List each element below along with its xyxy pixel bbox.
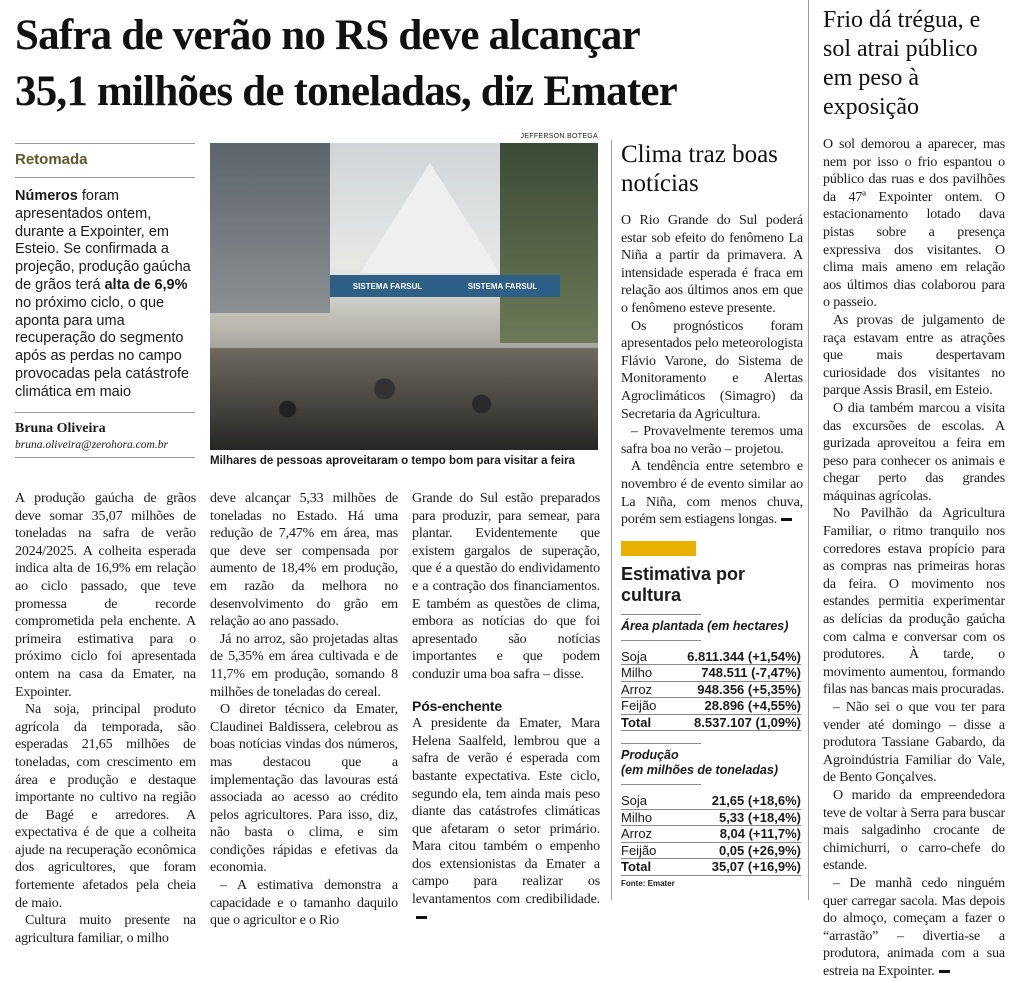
table-row	[621, 665, 801, 682]
paragraph: A produção gaúcha de grãos deve somar 35,07 milhões de toneladas na safra de verão 2024/2025. A colheita esperada indica alta de 16,9% em relação ao ciclo passado, que teve promessa de recorde comprometida pela enchente. A primeira estimativa para o próximo ciclo foi apresentada ontem na casa da Emater, na Expointer.	[15, 491, 196, 700]
kicker: Retomada	[15, 151, 88, 168]
area-table	[621, 649, 801, 732]
table-row	[621, 698, 801, 715]
prod-label: (em milhões de toneladas)	[621, 763, 778, 778]
headline-line: Safra de verão no RS deve alcançar	[15, 12, 640, 59]
author-email[interactable]: bruna.oliveira@zerohora.com.br	[15, 438, 168, 451]
paragraph: deve alcançar 5,33 milhões de toneladas no Estado. Há uma redução de 7,47% em área, mas que deve ser compensada por aumento de 18,4% em produção, em razão da melhora no desenvolvimento do grão em relação ao ano passado.	[210, 491, 398, 630]
crop-value: 8.537.107 (1,09%)	[664, 714, 801, 731]
article-column-3	[412, 490, 600, 926]
frio-article	[823, 6, 1005, 981]
paragraph: A tendência entre setembro e novembro é de evento similar ao La Niña, com menos chuva, porém sem estiagens longas.	[621, 459, 803, 528]
clima-article	[621, 140, 803, 529]
crop-value: 28.896 (+4,55%)	[664, 698, 801, 715]
area-label: Área plantada (em hectares)	[621, 618, 789, 633]
photo-credit: JEFFERSON BOTEGA	[520, 133, 598, 140]
crop-name: Soja	[621, 649, 664, 665]
paragraph: O Rio Grande do Sul poderá estar sob efeito do fenômeno La Niña a partir da primavera. A intensidade esperada é fraca em relação aos últimos anos em que o fenômeno esteve presente.	[621, 213, 803, 316]
crop-value: 8,04 (+11,7%)	[672, 826, 801, 843]
crop-name: Milho	[621, 665, 664, 682]
crowd-shape	[210, 348, 598, 450]
crop-value: 5,33 (+18,4%)	[672, 809, 801, 826]
paragraph: Os prognósticos foram apresentados pelo meteorologista Flávio Varone, do Sistema de Monitoramento e Alertas Agroclimáticos (Simagro) da Secretaria da Agricultura.	[621, 318, 803, 422]
lead-bold: Números	[15, 188, 78, 204]
sidebar	[15, 143, 195, 458]
subheading: Pós-enchente	[412, 697, 502, 714]
paragraph: Já no arroz, são projetadas altas de 5,35% em área cultivada e de 11,7% em produção, somando 8 milhões de toneladas do cereal.	[210, 631, 398, 700]
accent-bar	[621, 541, 696, 556]
lead-text	[15, 178, 195, 412]
author-name: Bruna Oliveira	[15, 420, 106, 436]
source-note: Fonte: Emater	[621, 878, 675, 888]
end-mark	[416, 916, 427, 919]
lead-bold: alta de 6,9%	[104, 276, 188, 293]
clima-title: Clima traz boas notícias	[621, 141, 778, 197]
crop-name: Arroz	[621, 826, 672, 843]
paragraph: As provas de julgamento de raça estavam entre as atrações que mais despertavam curiosidade dos visitantes no parque Assis Brasil, em Esteio.	[823, 312, 1005, 399]
table-row	[621, 826, 801, 843]
paragraph: Na soja, principal produto agrícola da temporada, são esperadas 21,65 milhões de toneladas, com crescimento em área e produção e destaque importante no cultivo na região de Bagé e arredores. A expectativa é de que a colheita ajude na recuperação econômica dos agricultores, que foram fortemente afetados pela cheia de maio.	[15, 702, 196, 911]
prod-label: Produção	[621, 748, 679, 763]
tent-shape	[360, 163, 500, 273]
column-rule	[808, 0, 809, 900]
banner-text: SISTEMA FARSUL	[352, 281, 423, 291]
table-row	[621, 793, 801, 809]
column-4	[621, 140, 803, 888]
end-mark	[939, 970, 950, 973]
trees-shape	[500, 143, 598, 343]
news-photo	[210, 143, 598, 450]
table-row	[621, 714, 801, 731]
article-column-2	[210, 490, 398, 930]
paragraph: – Provavelmente teremos uma safra boa no verão – projetou.	[621, 424, 803, 457]
crop-value: 6.811.344 (+1,54%)	[664, 649, 801, 665]
divider	[621, 784, 701, 785]
table-row	[621, 649, 801, 665]
estimativa-box	[621, 541, 801, 888]
crop-name: Feijão	[621, 698, 664, 715]
crop-name: Soja	[621, 793, 672, 809]
crop-name: Total	[621, 714, 664, 731]
paragraph: O diretor técnico da Emater, Claudinei Baldissera, celebrou as boas notícias vindas dos números, mas destacou que a implementação das lavouras está associada ao acesso ao crédito pelos agricultores. Para isso, diz, não basta o clima, e sim condições rápidas e efetivas da economia.	[210, 702, 398, 876]
production-table	[621, 793, 801, 876]
box-title: Estimativa por cultura	[621, 563, 746, 605]
banner-text: SISTEMA FARSUL	[467, 281, 538, 291]
crop-value: 21,65 (+18,6%)	[672, 793, 801, 809]
paragraph: – Não sei o que vou ter para vender até domingo – disse a produtora Tassiane Gabardo, da Agroindústria Familiar do Vale, de Bento Gonçalves.	[823, 700, 1005, 786]
crop-name: Milho	[621, 809, 672, 826]
crop-value: 0,05 (+26,9%)	[672, 842, 801, 859]
crop-name: Arroz	[621, 681, 664, 698]
paragraph: Cultura muito presente na agricultura familiar, o milho	[15, 913, 196, 946]
crop-name: Feijão	[621, 842, 672, 859]
divider	[621, 640, 701, 641]
divider	[621, 743, 701, 744]
column-rule	[611, 140, 612, 900]
paragraph: No Pavilhão da Agricultura Familiar, o ritmo tranquilo nos corredores estava propício para as compras nas primeiras horas da feira. O movimento nos estandes permitia experimentar as delícias da produção gaúcha com calma e conversar com os produtores. À tarde, o movimento aumentou, formando filas nas bancas mais procuradas.	[823, 506, 1005, 698]
headline-line: 35,1 milhões de toneladas, diz Emater	[15, 68, 677, 115]
end-mark	[781, 518, 792, 521]
divider	[15, 457, 195, 458]
crop-name: Total	[621, 859, 672, 876]
photo-caption: Milhares de pessoas aproveitaram o tempo bom para visitar a feira	[210, 455, 575, 467]
table-row	[621, 809, 801, 826]
crop-value: 948.356 (+5,35%)	[664, 681, 801, 698]
article-column-1	[15, 490, 196, 947]
table-row	[621, 859, 801, 876]
paragraph: – A estimativa demonstra a capacidade e o tamanho daquilo que o agricultor e o Rio	[210, 878, 398, 929]
paragraph: O sol demorou a aparecer, mas nem por isso o frio espantou o público das ruas e dos pavilhões da 47ª Expointer ontem. O estacionamento lotado dava pistas sobre a presença expressiva dos visitantes. O clima mais ameno em relação aos últimos dias colaborou para o passeio.	[823, 137, 1005, 311]
paragraph: O marido da empreendedora teve de voltar à Serra para buscar mais salgadinho crocante de chimichurri, o carro-chefe do estande.	[823, 787, 1005, 874]
building-shape	[210, 143, 330, 313]
divider	[621, 614, 701, 615]
crop-value: 35,07 (+16,9%)	[672, 859, 801, 876]
banner	[330, 275, 560, 297]
lead-part: no próximo ciclo, o que aponta para uma recuperação do segmento após as perdas no campo provocadas pela catástrofe climática em maio	[15, 294, 190, 400]
frio-title: Frio dá trégua, e sol atrai público em peso à exposição	[823, 7, 981, 120]
lead-part: foram apresentados ontem, durante a Expointer, em Esteio. Se confirmada a projeção, produção gaúcha de grãos terá	[15, 188, 191, 293]
table-row	[621, 681, 801, 698]
paragraph: – De manhã cedo ninguém quer carregar sacola. Mas depois do almoço, começam a fazer o “arrastão” – divertia-se a produtora, animada com a sua estreia na Expointer.	[823, 875, 1005, 979]
table-row	[621, 842, 801, 859]
paragraph: A presidente da Emater, Mara Helena Saalfeld, lembrou que a safra de verão é esperada com bastante expectativa. Este ciclo, segundo ela, tem ainda mais peso diante das catástrofes climáticas que afetaram o setor primário. Mara citou também o empenho dos extensionistas da Emater a campo para realizar os levantamentos com credibilidade.	[412, 716, 600, 908]
paragraph: Grande do Sul estão preparados para produzir, para semear, para plantar. Evidentemente que existem gargalos de superação, que é a questão do endividamento e a contração dos financiamentos. E também as questões de clima, embora as notícias do que foi apresentado são notícias importantes e que podem conduzir uma boa safra – disse.	[412, 491, 600, 682]
paragraph: O dia também marcou a visita das excursões de escolas. A gurizada aproveitou a feira em peso para conhecer os animais e chegar perto das grandes máquinas agrícolas.	[823, 400, 1005, 504]
main-headline	[15, 8, 800, 120]
crop-value: 748.511 (-7,47%)	[664, 665, 801, 682]
